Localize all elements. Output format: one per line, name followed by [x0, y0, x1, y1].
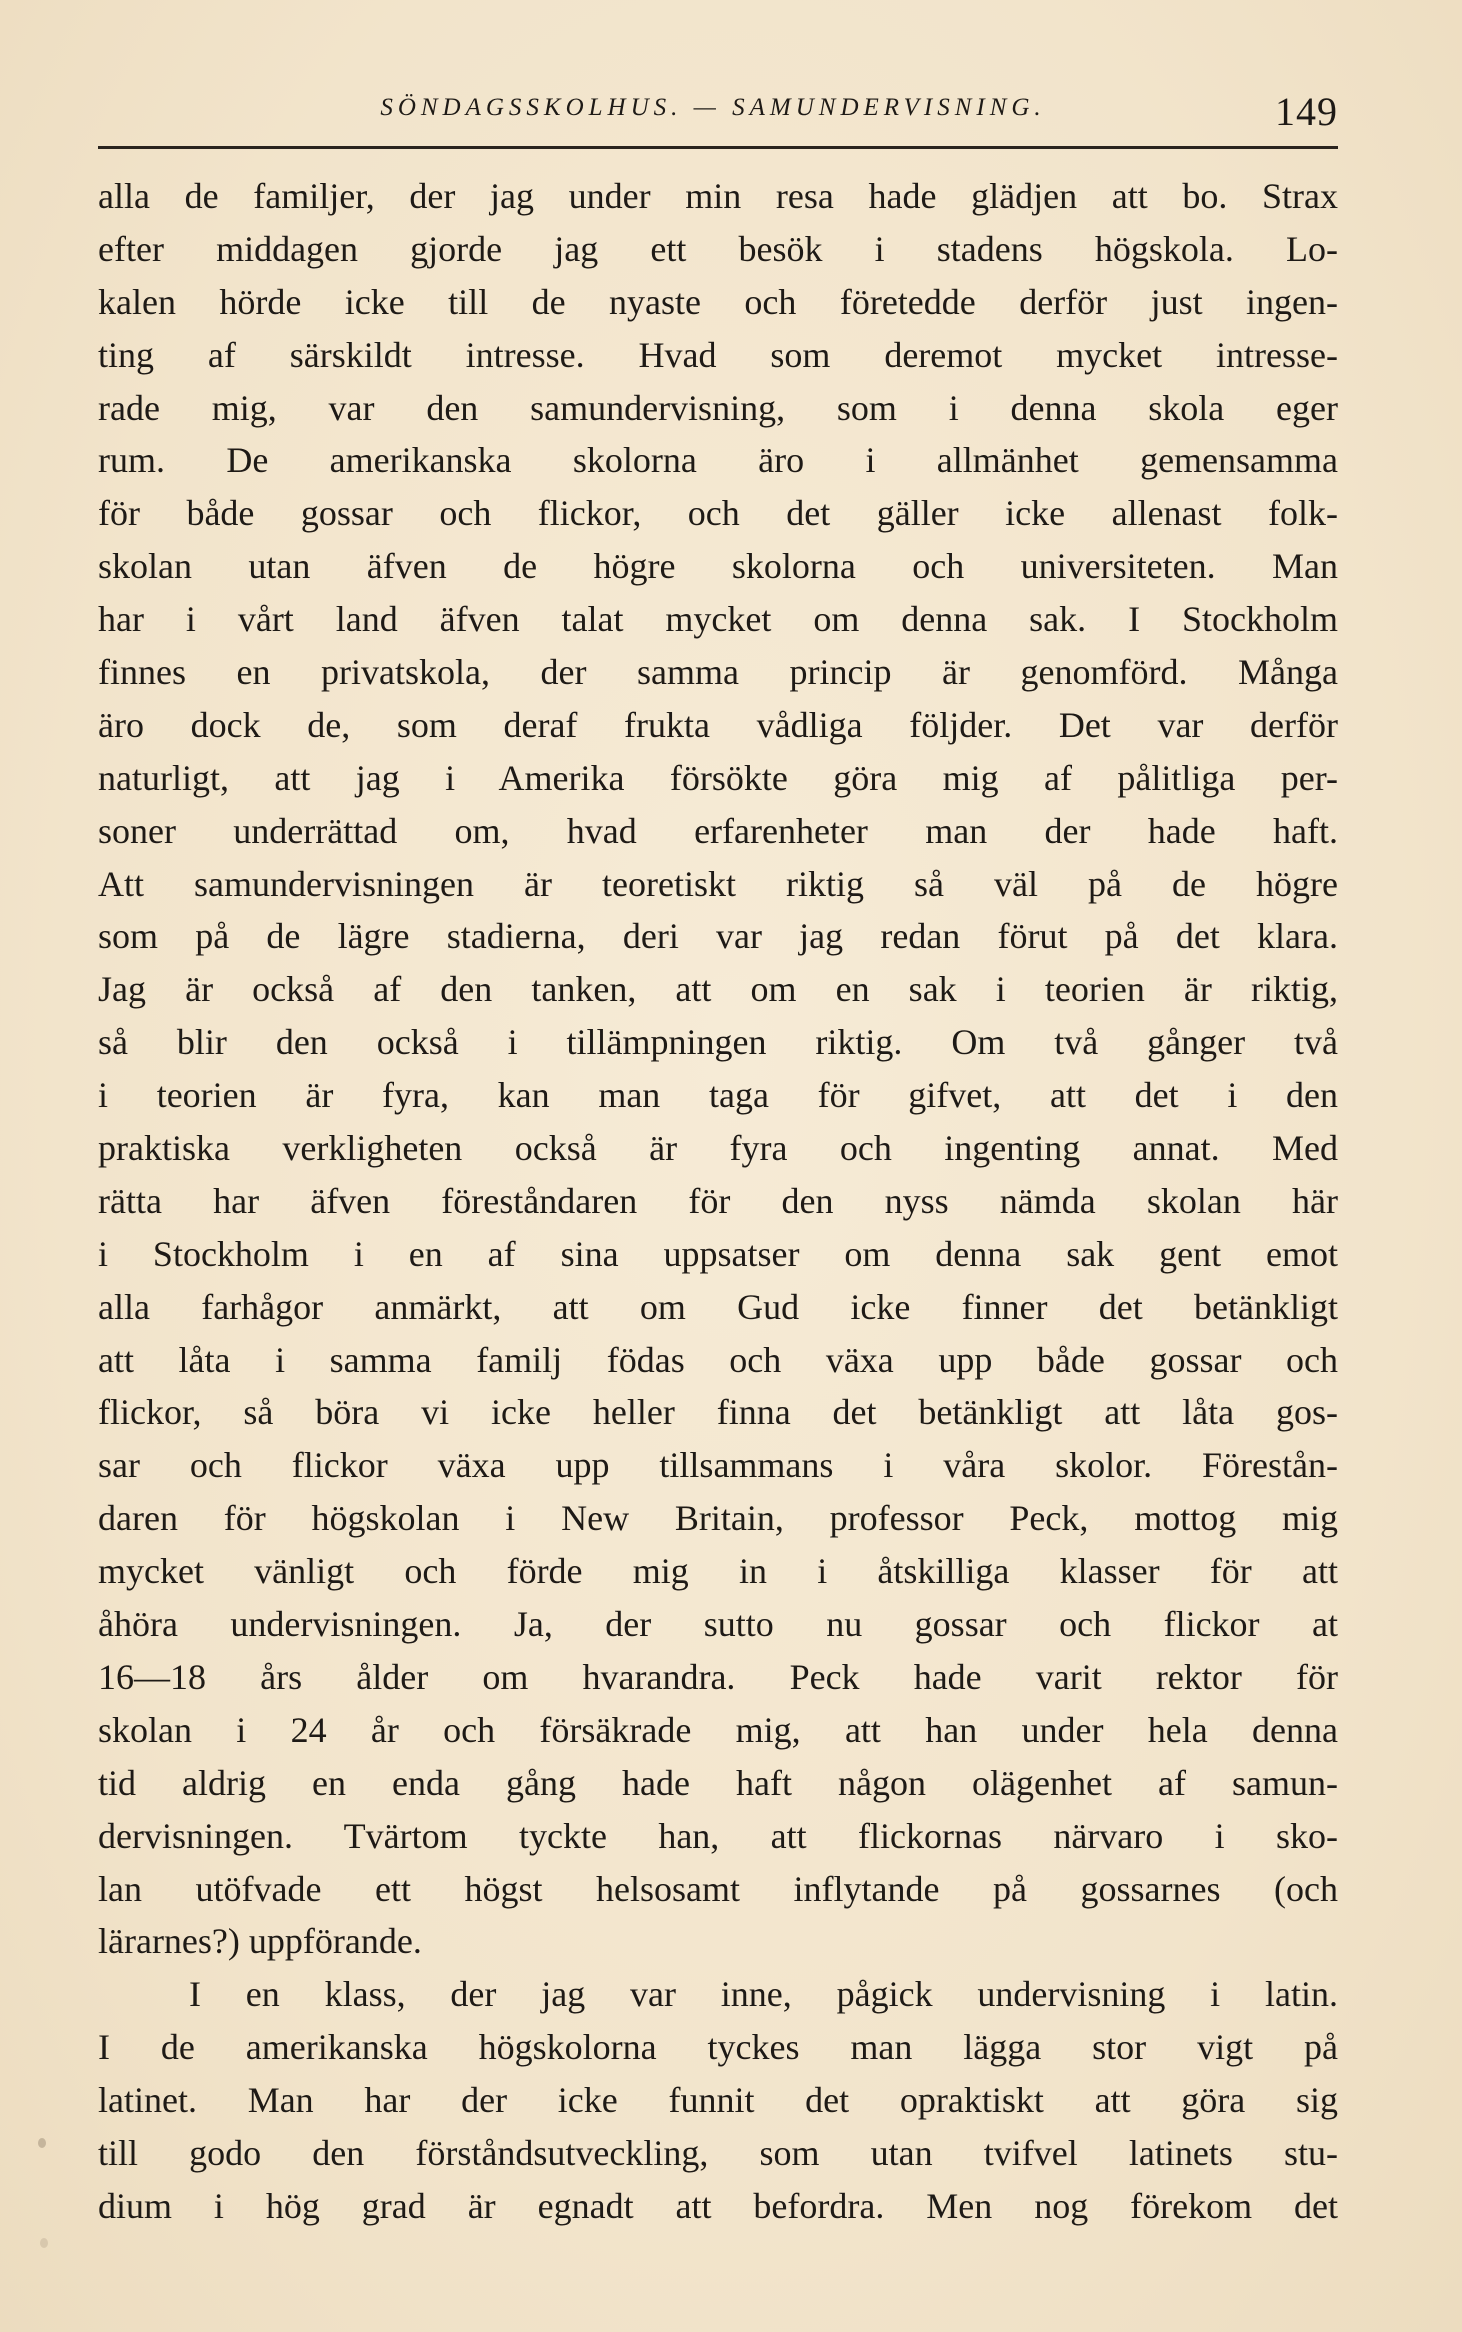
text-line: skolan i 24 år och försäkrade mig, att han under hela denna [98, 1709, 1338, 1750]
paragraph [98, 1968, 1338, 2232]
text-line: har i vårt land äfven talat mycket om denna sak. I Stockholm [98, 599, 1338, 640]
text-line: dervisningen. Tvärtom tyckte han, att flickornas närvaro i sko- [98, 1815, 1338, 1856]
margin-speck [40, 2238, 48, 2248]
text-line: att låta i samma familj födas och växa upp både gossar och [98, 1339, 1338, 1380]
page-number: 149 [1275, 89, 1338, 134]
text-line: i teorien är fyra, kan man taga för gifvet, att det i den [98, 1075, 1338, 1116]
text-line: finnes en privatskola, der samma princip är genomförd. Många [98, 652, 1338, 693]
text-line: så blir den också i tillämpningen riktig. Om två gånger två [98, 1022, 1338, 1063]
text-line: flickor, så böra vi icke heller finna det betänkligt att låta gos- [98, 1392, 1338, 1433]
text-line: sar och flickor växa upp tillsammans i våra skolor. Förestån- [98, 1445, 1338, 1486]
body-text [98, 170, 1338, 2233]
text-line: kalen hörde icke till de nyaste och företedde derför just ingen- [98, 281, 1338, 322]
text-line: I de amerikanska högskolorna tyckes man lägga stor vigt på [98, 2027, 1338, 2068]
text-line: dium i hög grad är egnadt att befordra. Men nog förekom det [98, 2185, 1338, 2226]
text-line: alla farhågor anmärkt, att om Gud icke finner det betänkligt [98, 1286, 1338, 1327]
running-head [98, 88, 1338, 138]
running-title: SÖNDAGSSKOLHUS. — SAMUNDERVISNING. [380, 94, 1046, 121]
text-line: latinet. Man har der icke funnit det opraktiskt att göra sig [98, 2080, 1338, 2121]
text-line: alla de familjer, der jag under min resa hade glädjen att bo. Strax [98, 176, 1338, 216]
text-line: ting af särskildt intresse. Hvad som deremot mycket intresse- [98, 334, 1338, 375]
text-line: Jag är också af den tanken, att om en sak i teorien är riktig, [98, 969, 1338, 1010]
text-line: rade mig, var den samundervisning, som i denna skola eger [98, 387, 1338, 428]
text-line: soner underrättad om, hvad erfarenheter man der hade haft. [98, 810, 1338, 851]
text-line: för både gossar och flickor, och det gäller icke allenast folk- [98, 493, 1338, 534]
text-line: lan utöfvade ett högst helsosamt inflytande på gossarnes (och [98, 1868, 1338, 1909]
text-line: Att samundervisningen är teoretiskt riktig så väl på de högre [98, 863, 1338, 904]
text-line: tid aldrig en enda gång hade haft någon olägenhet af samun- [98, 1762, 1338, 1803]
text-line: åhöra undervisningen. Ja, der sutto nu gossar och flickor at [98, 1604, 1338, 1645]
header-rule [98, 146, 1338, 149]
text-line: till godo den förståndsutveckling, som utan tvifvel latinets stu- [98, 2132, 1338, 2173]
text-line: rätta har äfven föreståndaren för den nyss nämda skolan här [98, 1180, 1338, 1221]
text-line: efter middagen gjorde jag ett besök i stadens högskola. Lo- [98, 228, 1338, 269]
text-line: rum. De amerikanska skolorna äro i allmänhet gemensamma [98, 440, 1338, 481]
text-line: I en klass, der jag var inne, pågick undervisning i latin. [189, 1974, 1338, 2015]
text-line: mycket vänligt och förde mig in i åtskilliga klasser för att [98, 1551, 1338, 1592]
margin-speck [38, 2138, 46, 2148]
text-line: i Stockholm i en af sina uppsatser om denna sak gent emot [98, 1233, 1338, 1274]
text-line: som på de lägre stadierna, deri var jag redan förut på det klara. [98, 916, 1338, 957]
text-line: skolan utan äfven de högre skolorna och universiteten. Man [98, 546, 1338, 587]
text-line: äro dock de, som deraf frukta vådliga följder. Det var derför [98, 704, 1338, 745]
paragraph [98, 170, 1338, 1968]
text-line: praktiska verkligheten också är fyra och ingenting annat. Med [98, 1128, 1338, 1169]
text-line: daren för högskolan i New Britain, professor Peck, mottog mig [98, 1498, 1338, 1539]
text-line: lärarnes?) uppförande. [98, 1921, 422, 1962]
text-line: naturligt, att jag i Amerika försökte göra mig af pålitliga per- [98, 757, 1338, 798]
text-line: 16—18 års ålder om hvarandra. Peck hade varit rektor för [98, 1656, 1338, 1697]
